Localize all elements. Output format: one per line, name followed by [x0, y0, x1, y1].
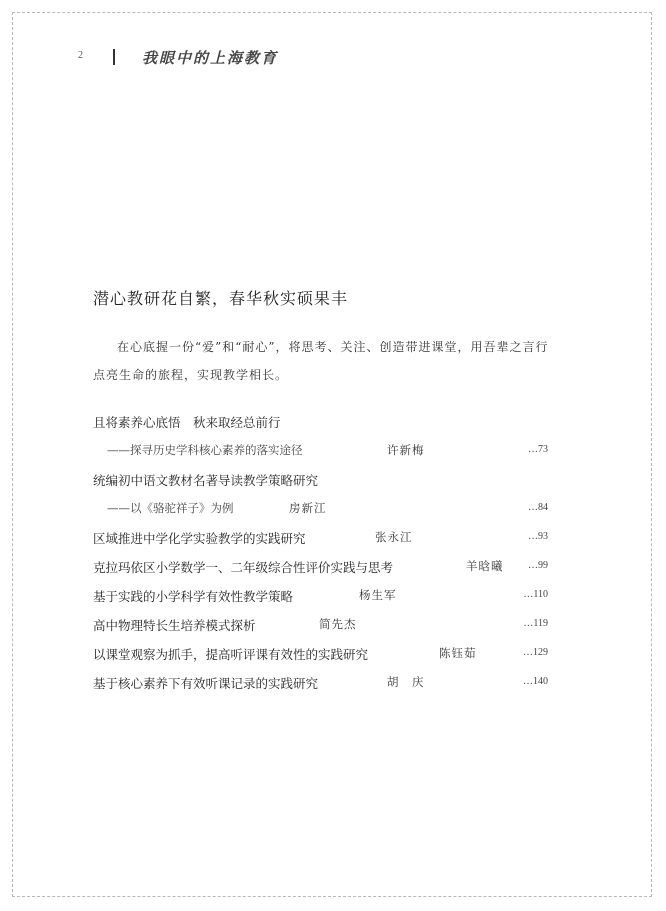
table-of-contents: [93, 408, 555, 698]
toc-entry-author: 杨生军: [359, 588, 397, 602]
toc-entry[interactable]: [93, 669, 555, 698]
section-title: 潜心教研花自繁，春华秋实硕果丰: [93, 289, 349, 308]
toc-entry[interactable]: [93, 582, 555, 611]
toc-entry-title: 区域推进中学化学实验教学的实践研究: [93, 531, 306, 546]
toc-entry-page: …119: [523, 618, 548, 629]
toc-entry-author: 房新江: [289, 501, 327, 515]
toc-entry[interactable]: [93, 524, 555, 553]
toc-entry[interactable]: [93, 553, 555, 582]
toc-entry-page: …110: [523, 589, 548, 600]
toc-entry-author: 张永江: [375, 530, 413, 544]
toc-entry-page: …73: [528, 444, 548, 455]
header-divider: [113, 49, 115, 65]
toc-entry-page: …129: [523, 647, 548, 658]
toc-entry-author: 陈钰茹: [439, 646, 477, 660]
section-intro: 在心底握一份“爱”和“耐心”，将思考、关注、创造带进课堂，用吾辈之言行点亮生命的旅程，实现教学相长。: [93, 340, 549, 382]
page-number: 2: [78, 50, 83, 61]
toc-entry[interactable]: [93, 611, 555, 640]
toc-entry-title: 且将素养心底悟 秋来取经总前行: [93, 415, 281, 430]
toc-entry[interactable]: [93, 640, 555, 669]
toc-entry-title: 以课堂观察为抓手，提高听评课有效性的实践研究: [93, 647, 369, 662]
toc-entry-author: 简先杰: [319, 617, 357, 631]
toc-entry-title: 基于核心素养下有效听课记录的实践研究: [93, 676, 319, 691]
running-header: [78, 46, 378, 70]
toc-entry-page: …140: [523, 676, 548, 687]
toc-entry-subtitle[interactable]: [93, 437, 555, 466]
toc-entry[interactable]: [93, 408, 555, 437]
toc-entry-title: 高中物理特长生培养模式探析: [93, 618, 256, 633]
toc-entry-author: 许新梅: [387, 443, 425, 457]
toc-entry-title: 克拉玛依区小学数学一、二年级综合性评价实践与思考: [93, 560, 394, 575]
toc-entry[interactable]: [93, 466, 555, 495]
toc-entry-title: 基于实践的小学科学有效性教学策略: [93, 589, 294, 604]
toc-entry-author: 胡 庆: [387, 675, 425, 689]
toc-entry-title: ——以《骆驼祥子》为例: [107, 501, 234, 515]
book-title: 我眼中的上海教育: [142, 49, 279, 67]
toc-entry-page: …99: [528, 560, 548, 571]
toc-entry-page: …84: [528, 502, 548, 513]
toc-entry-title: ——探寻历史学科核心素养的落实途径: [107, 443, 303, 457]
toc-entry-subtitle[interactable]: [93, 495, 555, 524]
toc-entry-author: 羊晗曦: [466, 559, 504, 573]
toc-entry-page: …93: [528, 531, 548, 542]
toc-entry-title: 统编初中语文教材名著导读教学策略研究: [93, 473, 319, 488]
